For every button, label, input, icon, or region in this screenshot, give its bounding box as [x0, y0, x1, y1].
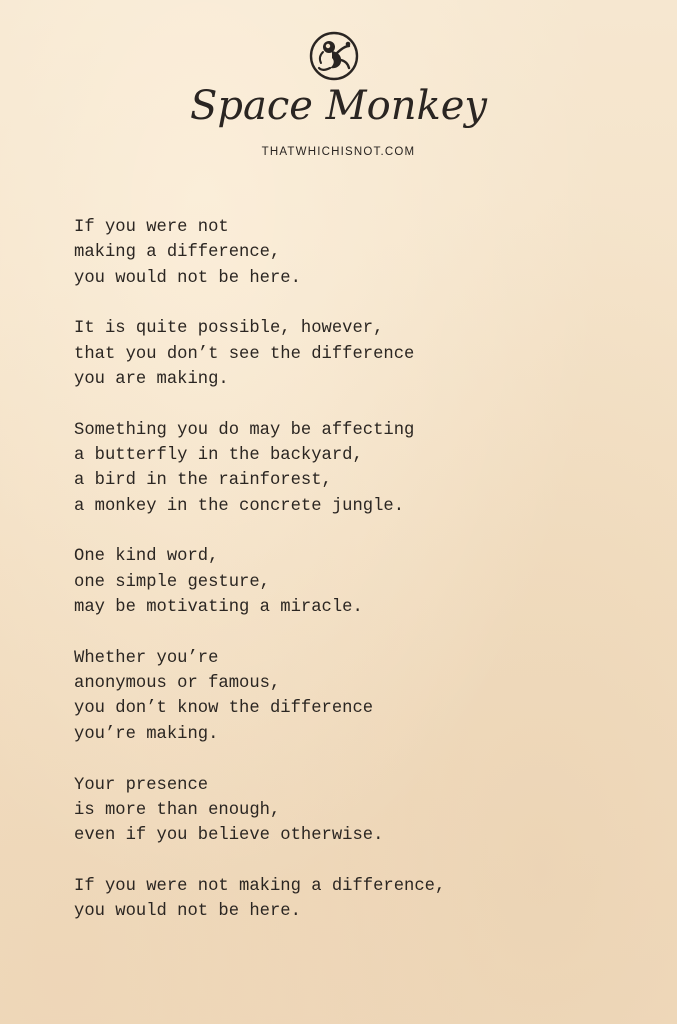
poem-line: One kind word,: [74, 547, 219, 567]
poem-stanza: [74, 773, 634, 849]
poem-line: one simple gesture,: [74, 572, 270, 592]
poem-line: anonymous or famous,: [74, 674, 281, 694]
poem-line: a monkey in the concrete jungle.: [74, 496, 405, 516]
poem-stanza: [74, 646, 634, 747]
poem-line: you would not be here.: [74, 268, 301, 288]
poem-stanza: [74, 874, 634, 925]
poem-stanza: [74, 544, 634, 620]
poem-line: It is quite possible, however,: [74, 319, 384, 339]
poem-line: Your presence: [74, 775, 209, 795]
poem-line: may be motivating a miracle.: [74, 598, 363, 618]
poem-line: even if you believe otherwise.: [74, 826, 384, 846]
poem-line: a bird in the rainforest,: [74, 471, 332, 491]
brand-title: Space Monkey: [190, 83, 487, 129]
poem-stanza: [74, 316, 634, 392]
site-url: THATWHICHISNOT.COM: [261, 146, 416, 158]
poem-line: a butterfly in the backyard,: [74, 446, 363, 466]
poem-line: you would not be here.: [74, 902, 301, 922]
poem-line: you are making.: [74, 369, 229, 389]
poem-line: Something you do may be affecting: [74, 420, 415, 440]
poem-line: you don’t know the difference: [74, 699, 374, 719]
monkey-circle-icon: [308, 30, 360, 82]
poem-stanza: [74, 418, 634, 519]
header: [0, 0, 677, 170]
poem-body: [74, 215, 634, 950]
poem-line: that you don’t see the difference: [74, 344, 415, 364]
poem-line: Whether you’re: [74, 648, 219, 668]
poem-line: If you were not: [74, 218, 229, 237]
poem-stanza: [74, 215, 634, 291]
poem-line: you’re making.: [74, 724, 219, 744]
poem-line: is more than enough,: [74, 800, 281, 820]
poem-line: making a difference,: [74, 243, 281, 263]
poem-line: If you were not making a difference,: [74, 876, 446, 896]
